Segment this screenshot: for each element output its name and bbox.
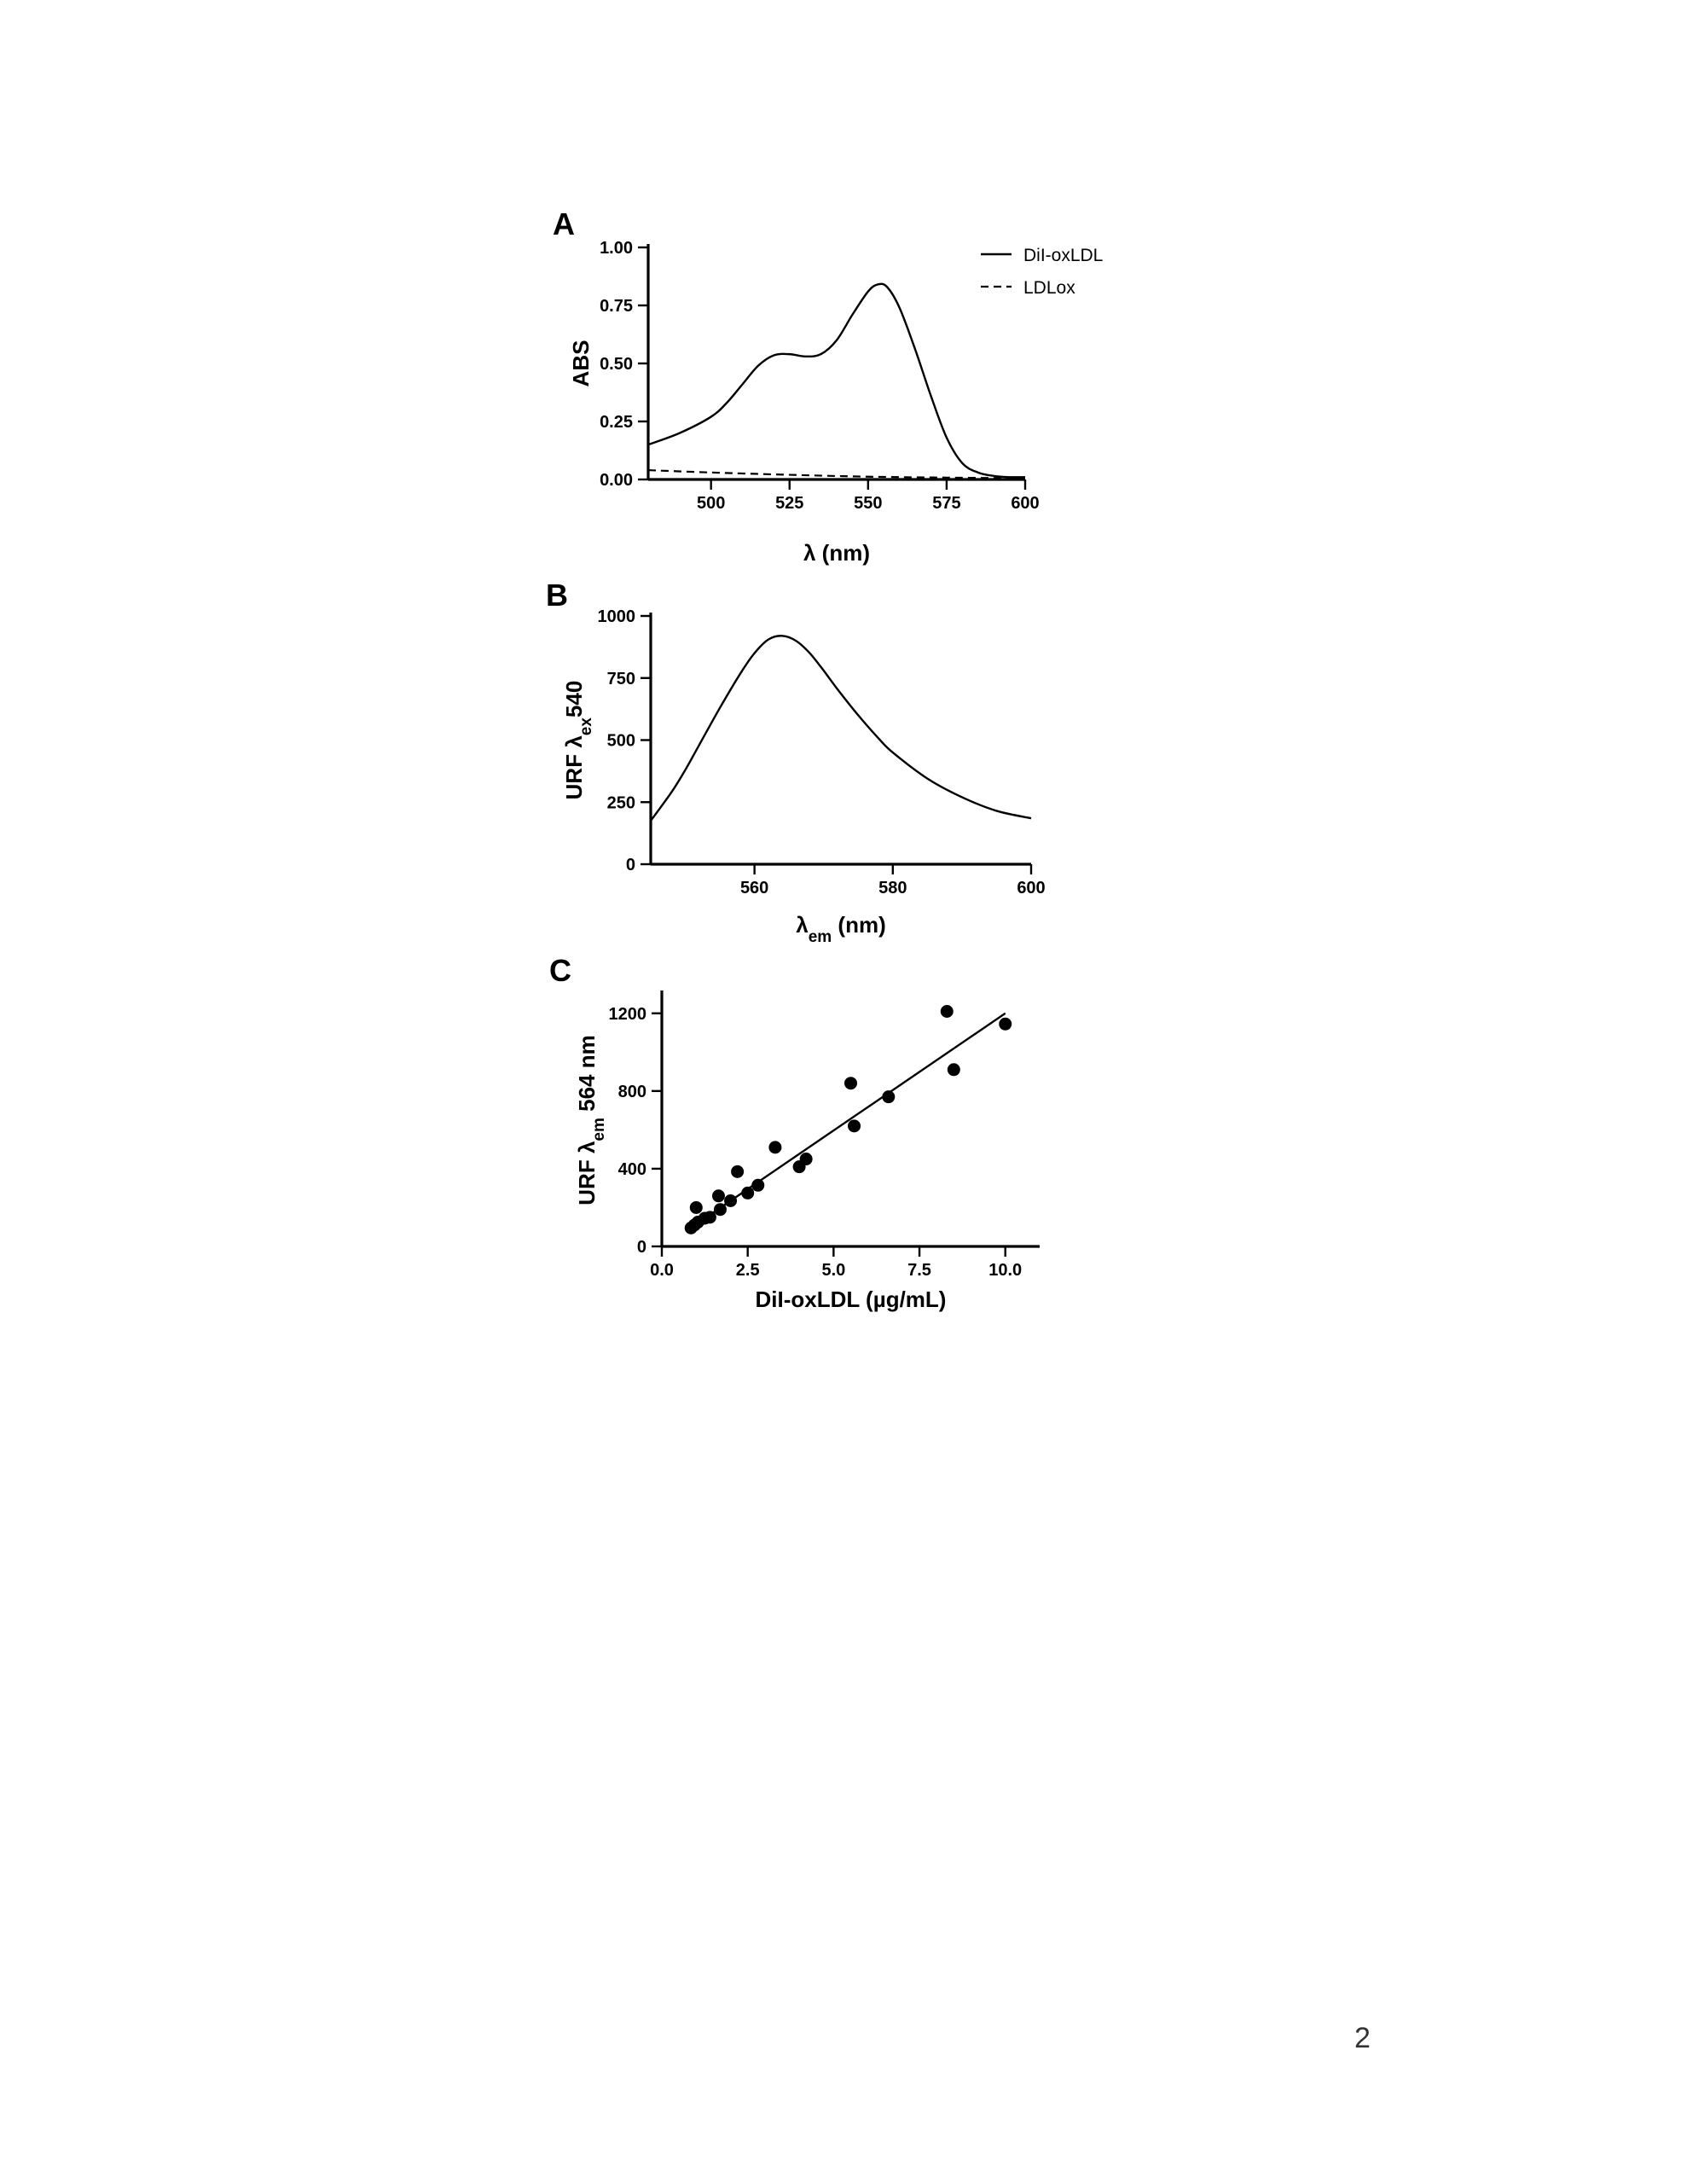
data-point bbox=[948, 1063, 960, 1076]
y-tick-label: 400 bbox=[617, 1159, 646, 1179]
y-tick-label: 0 bbox=[625, 856, 635, 874]
y-axis-label: ABS bbox=[568, 340, 594, 387]
panel-C bbox=[549, 953, 1040, 1312]
panel-A bbox=[553, 206, 1103, 566]
panel-B bbox=[546, 578, 1046, 946]
x-axis-label: $\lambda_{em}$ (nm) bbox=[796, 912, 886, 946]
data-point bbox=[731, 1165, 744, 1178]
x-tick-label: 7.5 bbox=[907, 1261, 931, 1280]
data-point bbox=[690, 1201, 703, 1214]
series-line-dii-oxldl bbox=[648, 284, 1025, 478]
x-tick-label: 525 bbox=[775, 494, 804, 513]
page-number: 2 bbox=[1354, 2022, 1371, 2054]
x-tick-label: 0.0 bbox=[650, 1261, 674, 1280]
legend-label-ldlox: LDLox bbox=[1023, 278, 1075, 298]
data-point bbox=[724, 1194, 737, 1207]
data-point bbox=[704, 1211, 716, 1223]
y-tick-label: 800 bbox=[617, 1082, 646, 1101]
x-axis-label: λ (nm) bbox=[803, 540, 870, 566]
legend-label-dii-oxldl: DiI-oxLDL bbox=[1023, 246, 1104, 265]
x-tick-label: 5.0 bbox=[821, 1261, 846, 1280]
data-point bbox=[844, 1077, 857, 1089]
data-point bbox=[751, 1179, 764, 1192]
data-point bbox=[712, 1189, 725, 1202]
y-axis-label: URF $\lambda_{em}$ 564 nm bbox=[574, 1035, 608, 1205]
data-point bbox=[848, 1119, 861, 1132]
series-line-emission bbox=[651, 636, 1031, 821]
x-tick-label: 500 bbox=[696, 494, 726, 513]
y-tick-label: 750 bbox=[606, 669, 635, 688]
x-tick-label: 600 bbox=[1017, 879, 1046, 897]
data-point bbox=[882, 1090, 895, 1103]
x-tick-label: 2.5 bbox=[735, 1261, 760, 1280]
panel-letter-C: C bbox=[549, 953, 571, 988]
y-tick-label: 0.50 bbox=[600, 355, 633, 374]
y-tick-label: 500 bbox=[606, 731, 635, 751]
y-tick-label: 1.00 bbox=[600, 239, 633, 258]
data-point bbox=[714, 1203, 727, 1216]
y-tick-label: 0.25 bbox=[600, 413, 633, 432]
y-tick-label: 250 bbox=[606, 793, 635, 813]
series-line-ldlox bbox=[648, 470, 1025, 479]
x-axis-label: DiI-oxLDL (µg/mL) bbox=[755, 1287, 947, 1312]
x-tick-label: 550 bbox=[854, 494, 883, 513]
data-point bbox=[768, 1141, 781, 1153]
y-tick-label: 0.00 bbox=[600, 471, 633, 490]
x-tick-label: 560 bbox=[739, 879, 769, 897]
fit-line bbox=[689, 1014, 1006, 1229]
x-tick-label: 10.0 bbox=[988, 1261, 1023, 1280]
y-tick-label: 1200 bbox=[608, 1004, 646, 1024]
y-axis-label: URF $\lambda_{ex}540$ bbox=[561, 680, 595, 800]
x-tick-label: 600 bbox=[1011, 494, 1040, 513]
y-tick-label: 1000 bbox=[597, 607, 635, 626]
data-point bbox=[999, 1018, 1012, 1031]
panel-letter-A: A bbox=[553, 206, 575, 241]
data-point bbox=[741, 1187, 754, 1199]
x-tick-label: 575 bbox=[932, 494, 961, 513]
data-point bbox=[941, 1005, 954, 1018]
y-tick-label: 0 bbox=[636, 1238, 646, 1257]
y-tick-label: 0.75 bbox=[600, 297, 633, 316]
data-point bbox=[800, 1153, 813, 1165]
x-tick-label: 580 bbox=[878, 879, 907, 897]
panel-letter-B: B bbox=[546, 578, 568, 613]
